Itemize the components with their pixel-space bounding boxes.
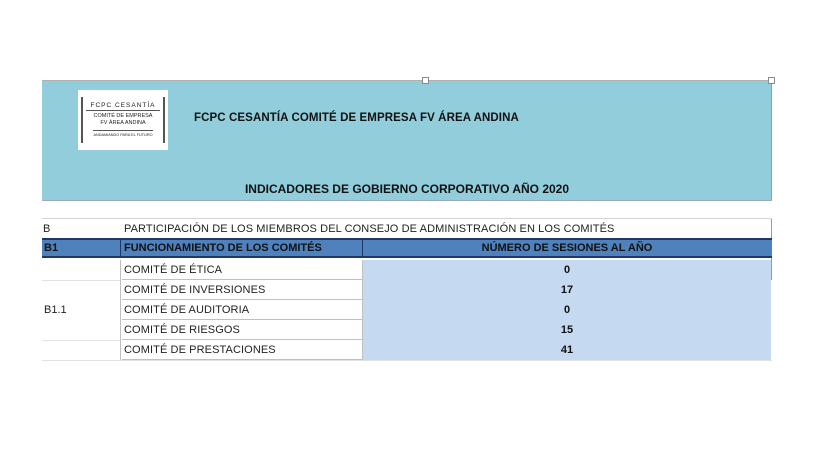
- sessions-value: 17: [560, 284, 574, 296]
- gridline: [42, 218, 772, 219]
- committee-name: COMITÉ DE PRESTACIONES: [124, 344, 276, 356]
- table-row[interactable]: [42, 340, 772, 360]
- section-code: B: [43, 223, 51, 235]
- committee-name: COMITÉ DE RIESGOS: [124, 324, 240, 336]
- section-divider: [42, 200, 772, 219]
- sessions-value: 0: [563, 264, 571, 276]
- resize-handle-top-right[interactable]: [768, 77, 775, 84]
- committee-name: COMITÉ DE INVERSIONES: [124, 284, 266, 296]
- company-title: FCPC CESANTÍA COMITÉ DE EMPRESA FV ÁREA ANDINA: [194, 112, 519, 124]
- committee-name: COMITÉ DE ÉTICA: [124, 264, 223, 276]
- section-title: PARTICIPACIÓN DE LOS MIEMBROS DEL CONSEJO DE ADMINISTRACIÓN EN LOS COMITÉS: [124, 223, 615, 235]
- logo-line-4: ANDAMIANDO PARA EL FUTURO: [93, 130, 152, 139]
- header-sessions: NÚMERO DE SESIONES AL AÑO: [481, 242, 653, 254]
- table-row[interactable]: [42, 320, 772, 340]
- group-code: B1.1: [44, 304, 67, 316]
- logo-line-2: COMITÉ DE EMPRESA: [93, 112, 153, 119]
- logo-line-1: FCPC CESANTÍA: [86, 102, 159, 111]
- header-divider: [120, 240, 121, 256]
- sessions-value: 0: [563, 304, 571, 316]
- table-row[interactable]: [42, 300, 772, 320]
- sessions-value: 15: [560, 324, 574, 336]
- gridline: [42, 340, 120, 341]
- header-function: FUNCIONAMIENTO DE LOS COMITÉS: [124, 242, 322, 254]
- header-code: B1: [44, 242, 59, 254]
- sessions-value: 41: [560, 344, 574, 356]
- table-row[interactable]: [42, 280, 772, 300]
- committee-name: COMITÉ DE AUDITORIA: [124, 304, 250, 316]
- gridline: [42, 280, 120, 281]
- table-row[interactable]: [42, 260, 772, 280]
- logo-line-3: FV ÁREA ANDINA: [100, 119, 146, 126]
- gridline: [42, 360, 772, 361]
- resize-handle-top[interactable]: [422, 77, 429, 84]
- report-title: INDICADORES DE GOBIERNO CORPORATIVO AÑO 2020: [244, 182, 570, 196]
- logo-frame: [81, 97, 165, 143]
- company-logo: [78, 90, 168, 150]
